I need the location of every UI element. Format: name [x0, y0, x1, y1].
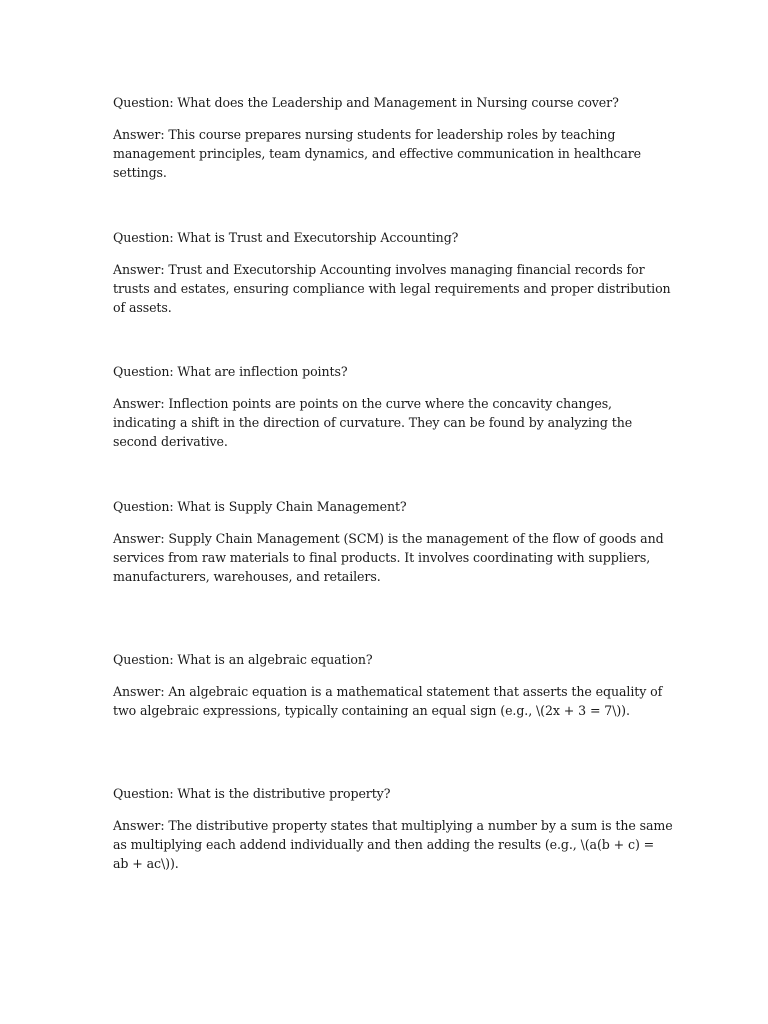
- qa-block: [113, 228, 673, 317]
- qa-block: [113, 650, 673, 720]
- question-text: Question: What does the Leadership and Management in Nursing course cover?: [113, 95, 619, 110]
- question-text: Question: What is Trust and Executorship Accounting?: [113, 230, 459, 245]
- question-text: Question: What is Supply Chain Management?: [113, 499, 407, 514]
- answer-text: Answer: The distributive property states that multiplying a number by a sum is the same as multiplying each addend individually and then adding the results (e.g., \(a(b + c) = ab + ac\)).: [113, 818, 673, 871]
- answer-text: Answer: This course prepares nursing students for leadership roles by teaching management principles, team dynamics, and effective communication in healthcare settings.: [113, 127, 642, 180]
- answer-text: Answer: Supply Chain Management (SCM) is the management of the flow of goods and services from raw materials to final products. It involves coordinating with suppliers, manufacturers, warehouses, and retailers.: [113, 531, 664, 584]
- answer-text: Answer: Trust and Executorship Accounting involves managing financial records for trusts and estates, ensuring compliance with legal requirements and proper distribution of assets.: [113, 262, 671, 315]
- qa-block: [113, 497, 673, 586]
- qa-block: [113, 362, 673, 451]
- question-text: Question: What is an algebraic equation?: [113, 652, 373, 667]
- question-text: Question: What is the distributive property?: [113, 786, 391, 801]
- qa-block: [113, 93, 673, 182]
- qa-block: [113, 784, 673, 873]
- question-text: Question: What are inflection points?: [113, 364, 348, 379]
- answer-text: Answer: Inflection points are points on the curve where the concavity changes, indicating a shift in the direction of curvature. They can be found by analyzing the second derivative.: [113, 396, 633, 449]
- answer-text: Answer: An algebraic equation is a mathematical statement that asserts the equality of two algebraic expressions, typically containing an equal sign (e.g., \(2x + 3 = 7\)).: [113, 684, 663, 718]
